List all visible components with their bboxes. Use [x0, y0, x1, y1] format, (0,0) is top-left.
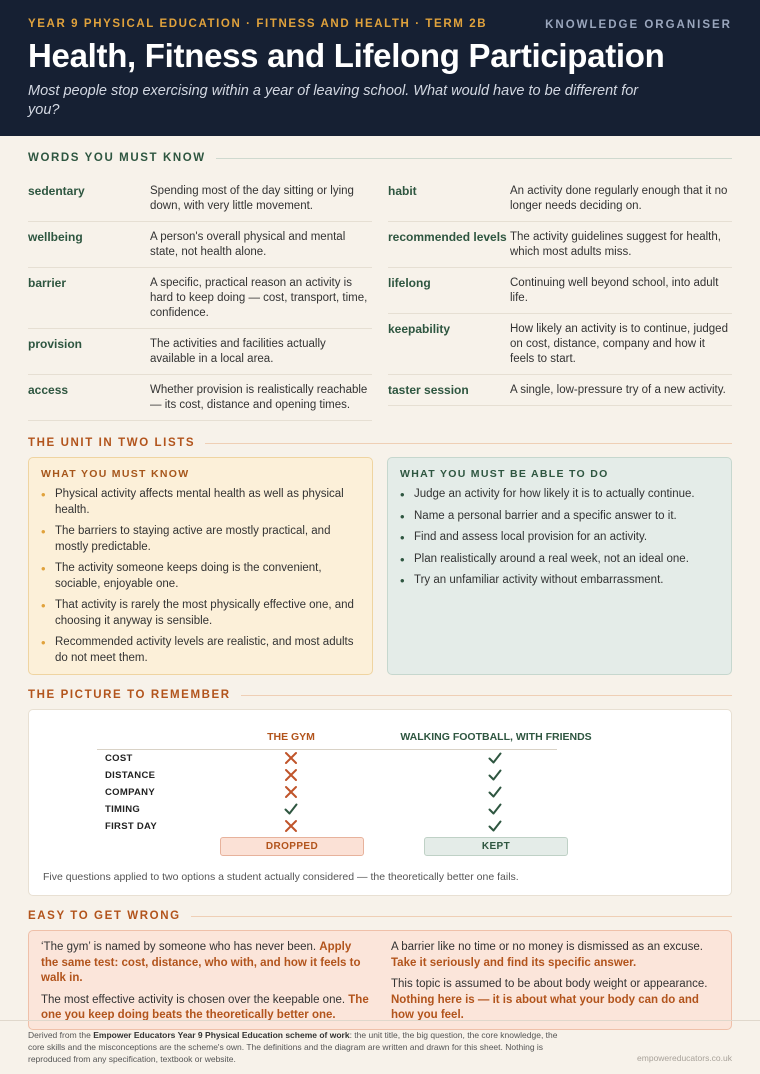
do-box: [387, 457, 732, 675]
glossary-row: [388, 314, 732, 375]
list-item: • Find and assess local provision for an activity.: [400, 530, 719, 546]
do-list: [400, 487, 719, 589]
website-credit: empowereducators.co.uk: [637, 1053, 732, 1063]
tick-icon: [487, 801, 503, 817]
list-item: • Physical activity affects mental health as well as physical health.: [41, 487, 360, 518]
know-box-title: WHAT YOU MUST KNOW: [41, 468, 190, 480]
misconception-item: [391, 977, 719, 1024]
glossary-definition: The activity guidelines suggest for health, which most adults miss.: [510, 231, 721, 258]
misconception-fix: The one you keep doing beats the theoretically better one.: [41, 993, 369, 1021]
glossary-right-column: [388, 176, 732, 421]
glossary-definition: A person's overall physical and mental state, not health alone.: [150, 231, 346, 258]
criterion-label: COST: [105, 753, 133, 764]
cross-icon: [283, 750, 299, 766]
glossary-term: lifelong: [388, 276, 431, 290]
gym-column-heading: THE GYM: [267, 731, 315, 743]
tick-icon: [283, 801, 299, 817]
words-section-heading: WORDS YOU MUST KNOW: [0, 152, 760, 164]
footer: [0, 1020, 760, 1065]
kept-outcome-badge: KEPT: [424, 837, 568, 856]
criterion-label: COMPANY: [105, 787, 155, 798]
walking-football-column-heading: WALKING FOOTBALL, WITH FRIENDS: [400, 731, 592, 743]
glossary-term: provision: [28, 337, 83, 351]
glossary-term: recommended levels: [388, 230, 507, 244]
list-item: • Try an unfamiliar activity without embarrassment.: [400, 573, 719, 589]
glossary-term: barrier: [28, 276, 67, 290]
glossary-row: [28, 222, 372, 268]
list-item: • That activity is rarely the most physically effective one, and choosing it anyway is sensible.: [41, 598, 360, 629]
list-item: • The activity someone keeps doing is the convenient, sociable, enjoyable one.: [41, 561, 360, 592]
glossary-row: [28, 268, 372, 329]
page-title: Health, Fitness and Lifelong Participation: [28, 37, 665, 74]
glossary-term: taster session: [388, 383, 469, 397]
unit-lists: [0, 457, 760, 675]
comparison-diagram: [28, 709, 732, 896]
misconception-text: A barrier like no time or no money is dismissed as an excuse.: [391, 941, 703, 953]
glossary-term: sedentary: [28, 184, 85, 198]
misconception-text: ‘The gym’ is named by someone who has never been.: [41, 941, 317, 953]
glossary-row: [388, 222, 732, 268]
unit-section-heading: THE UNIT IN TWO LISTS: [0, 437, 760, 449]
glossary-definition: Whether provision is realistically reachable — its cost, distance and opening times.: [150, 384, 368, 411]
diagram-caption: Five questions applied to two options a student actually considered — the theoretically better one fails.: [43, 871, 519, 883]
glossary-row: [28, 375, 372, 421]
source-note: Derived from the Empower Educators Year 9 Physical Education scheme of work: the unit title, the big question, the core knowledge, the core skills and the misconceptions are the scheme's own. The definitions and the diagram are written and drawn for this sheet. Nothing is reproduced from any specification, textbook or website.: [28, 1030, 558, 1064]
glossary-term: keepability: [388, 322, 451, 336]
glossary-left-column: [28, 176, 372, 421]
misconception-text: The most effective activity is chosen over the keepable one.: [41, 993, 346, 1006]
misconception-fix: Apply the same test: cost, distance, who with, and how it feels to walk in.: [41, 941, 361, 984]
picture-section-heading: THE PICTURE TO REMEMBER: [0, 689, 760, 701]
tick-icon: [487, 818, 503, 834]
criterion-label: DISTANCE: [105, 770, 156, 781]
dropped-outcome-badge: DROPPED: [220, 837, 364, 856]
misconception-fix: Nothing here is — it is about what your body can do and how you feel.: [391, 993, 699, 1021]
glossary-row: [388, 176, 732, 222]
glossary-definition: Spending most of the day sitting or lying down, with very little movement.: [150, 185, 354, 212]
cross-icon: [283, 818, 299, 834]
misconceptions-right: [391, 940, 719, 1020]
misconception-text: This topic is assumed to be about body weight or appearance.: [391, 978, 708, 990]
glossary-definition: An activity done regularly enough that it no longer needs deciding on.: [510, 185, 728, 212]
wrong-section-heading: EASY TO GET WRONG: [0, 910, 760, 922]
misconceptions-left: [41, 940, 369, 1020]
list-item: • Name a personal barrier and a specific answer to it.: [400, 509, 719, 525]
know-list: [41, 487, 360, 666]
list-item: • The barriers to staying active are mostly practical, and mostly predictable.: [41, 524, 360, 555]
misconceptions-box: [28, 930, 732, 1030]
glossary-definition: A specific, practical reason an activity is hard to keep doing — cost, transport, time, confidence.: [150, 277, 368, 319]
glossary-definition: A single, low-pressure try of a new activity.: [510, 384, 726, 396]
cross-icon: [283, 767, 299, 783]
know-box: [28, 457, 373, 675]
misconception-item: [41, 993, 369, 1024]
tick-icon: [487, 750, 503, 766]
do-box-title: WHAT YOU MUST BE ABLE TO DO: [400, 468, 609, 480]
page-header: [0, 0, 760, 136]
glossary-term: access: [28, 383, 69, 397]
glossary-row: [388, 375, 732, 406]
glossary-row: [388, 268, 732, 314]
glossary-row: [28, 329, 372, 375]
misconception-item: [41, 940, 369, 987]
document-type: KNOWLEDGE ORGANISER: [545, 19, 732, 31]
glossary-term: habit: [388, 184, 417, 198]
misconception-item: [391, 940, 719, 971]
list-item: • Plan realistically around a real week, not an ideal one.: [400, 552, 719, 568]
tick-icon: [487, 784, 503, 800]
glossary-definition: The activities and facilities actually available in a local area.: [150, 338, 326, 365]
criterion-label: FIRST DAY: [105, 821, 157, 832]
criterion-label: TIMING: [105, 804, 141, 815]
glossary: [0, 176, 760, 421]
glossary-definition: How likely an activity is to continue, judged on cost, distance, company and how it feels to start.: [510, 323, 728, 365]
misconception-fix: Take it seriously and find its specific answer.: [391, 956, 637, 969]
glossary-definition: Continuing well beyond school, into adult life.: [510, 277, 719, 304]
list-item: • Recommended activity levels are realistic, and most adults do not meet them.: [41, 635, 360, 666]
tick-icon: [487, 767, 503, 783]
list-item: • Judge an activity for how likely it is to actually continue.: [400, 487, 719, 503]
course-kicker: YEAR 9 PHYSICAL EDUCATION · FITNESS AND HEALTH · TERM 2B: [28, 18, 488, 30]
cross-icon: [283, 784, 299, 800]
glossary-term: wellbeing: [28, 230, 83, 244]
glossary-row: [28, 176, 372, 222]
big-question: Most people stop exercising within a year of leaving school. What would have to be different for you?: [28, 83, 639, 118]
